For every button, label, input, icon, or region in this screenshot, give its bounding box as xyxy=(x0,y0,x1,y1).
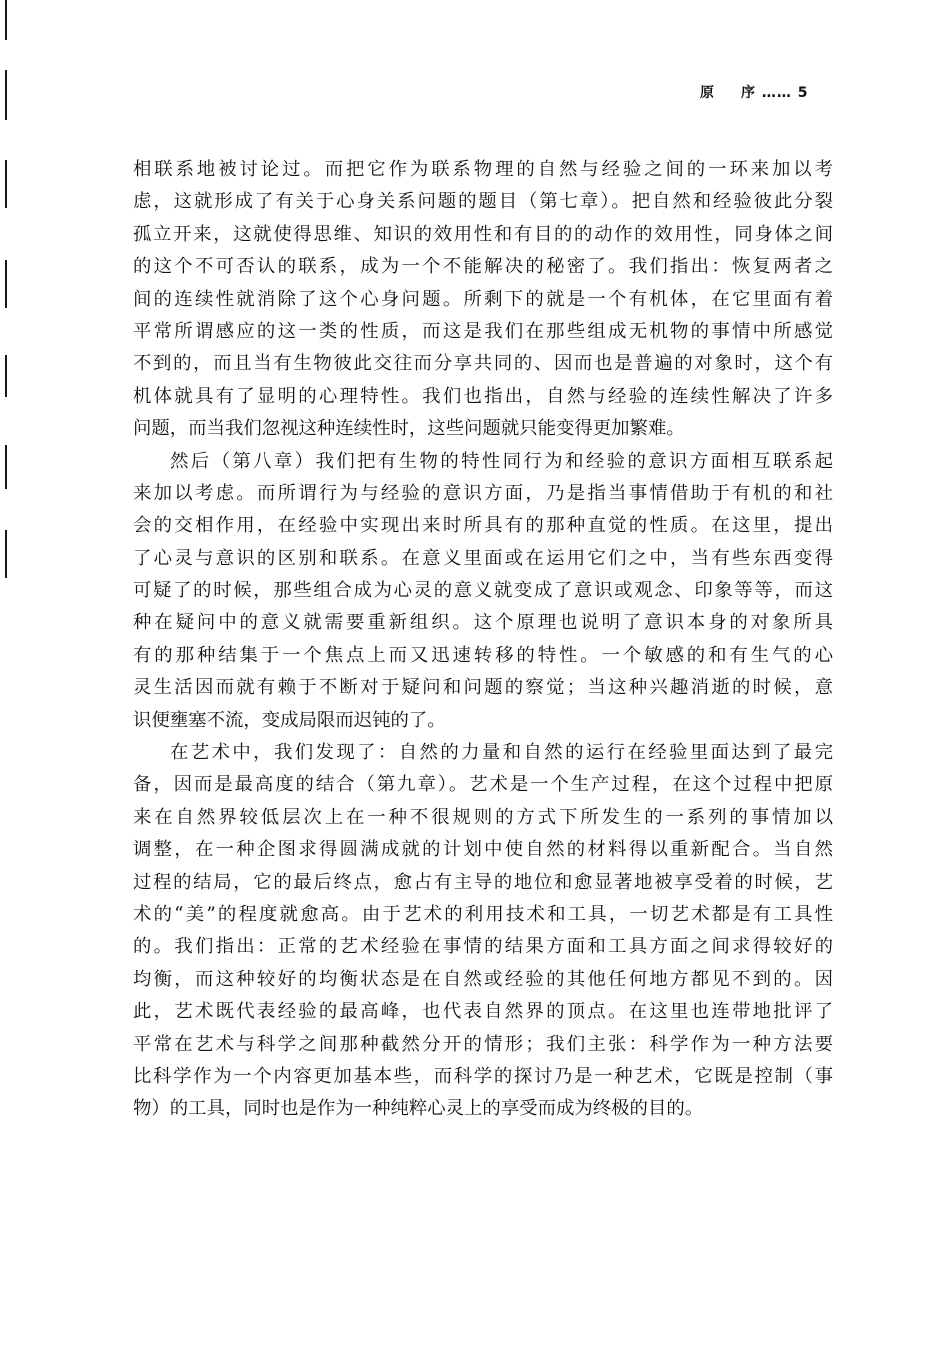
running-header xyxy=(700,82,850,102)
paragraph-line: 来在自然界较低层次上在一种不很规则的方式下所发生的一系列的事情加以 xyxy=(133,806,833,828)
paragraph-line: 均衡，而这种较好的均衡状态是在自然或经验的其他任何地方都见不到的。因 xyxy=(133,968,833,990)
paragraph-line: 术的“美”的程度就愈高。由于艺术的利用技术和工具，一切艺术都是有工具性 xyxy=(133,903,833,925)
paragraph-line: 可疑了的时候，那些组合成为心灵的意义就变成了意识或观念、印象等等，而这 xyxy=(133,580,833,602)
paragraph-line: 过程的结局，它的最后终点，愈占有主导的地位和愈显著地被享受着的时候，艺 xyxy=(133,871,833,893)
scan-edge-mark xyxy=(5,355,7,397)
paragraph-line: 问题，而当我们忽视这种连续性时，这些问题就只能变得更加繁难。 xyxy=(133,418,685,440)
scan-edge-mark xyxy=(5,0,7,40)
paragraph-line: 物）的工具，同时也是作为一种纯粹心灵上的享受而成为终极的目的。 xyxy=(133,1098,704,1120)
paragraph-line: 有的那种结集于一个焦点上而又迅速转移的特性。一个敏感的和有生气的心 xyxy=(133,644,833,666)
paragraph-line: 不到的，而且当有生物彼此交往而分享共同的、因而也是普遍的对象时，这个有 xyxy=(133,353,833,375)
paragraph-line: 调整，在一种企图求得圆满成就的计划中使自然的材料得以重新配合。当自然 xyxy=(133,839,833,861)
paragraph-line: 机体就具有了显明的心理特性。我们也指出，自然与经验的连续性解决了许多 xyxy=(133,385,833,407)
paragraph-line: 间的连续性就消除了这个心身问题。所剩下的就是一个有机体，在它里面有着 xyxy=(133,288,833,310)
paragraph-line: 会的交相作用，在经验中实现出来时所具有的那种直觉的性质。在这里，提出 xyxy=(133,515,833,537)
scan-edge-mark xyxy=(5,70,7,120)
paragraph-line: 来加以考虑。而所谓行为与经验的意识方面，乃是指当事情借助于有机的和社 xyxy=(133,482,833,504)
scan-edge-mark xyxy=(5,445,7,489)
paragraph-line: 种在疑问中的意义就需要重新组织。这个原理也说明了意识本身的对象所具 xyxy=(133,612,833,634)
header-title-left: 原 xyxy=(700,85,715,101)
paragraph-line: 然后（第八章）我们把有生物的特性同行为和经验的意识方面相互联系起 xyxy=(170,450,833,472)
page-number: 5 xyxy=(797,85,809,101)
paragraph-line: 识便壅塞不流，变成局限而迟钝的了。 xyxy=(133,709,446,731)
paragraph-line: 比科学作为一个内容更加基本些，而科学的探讨乃是一种艺术，它既是控制（事 xyxy=(133,1065,833,1087)
header-title-right: 序 xyxy=(741,85,756,101)
paragraph-line: 平常所谓感应的这一类的性质，而这是我们在那些组成无机物的事情中所感觉 xyxy=(133,320,833,342)
paragraph-line: 在艺术中，我们发现了：自然的力量和自然的运行在经验里面达到了最完 xyxy=(170,742,833,764)
paragraph-line: 备，因而是最高度的结合（第九章）。艺术是一个生产过程，在这个过程中把原 xyxy=(133,774,833,796)
paragraph-line: 平常在艺术与科学之间那种截然分开的情形；我们主张：科学作为一种方法要 xyxy=(133,1033,833,1055)
paragraph-line: 的这个不可否认的联系，成为一个不能解决的秘密了。我们指出：恢复两者之 xyxy=(133,256,833,278)
paragraph-line: 灵生活因而就有赖于不断对于疑问和问题的察觉；当这种兴趣消逝的时候，意 xyxy=(133,677,833,699)
paragraph-line: 此，艺术既代表经验的最高峰，也代表自然界的顶点。在这里也连带地批评了 xyxy=(133,1001,833,1023)
scan-edge-mark xyxy=(5,260,7,308)
paragraph-line: 的。我们指出：正常的艺术经验在事情的结果方面和工具方面之间求得较好的 xyxy=(133,936,833,958)
paragraph-line: 相联系地被讨论过。而把它作为联系物理的自然与经验之间的一环来加以考 xyxy=(133,159,833,180)
paragraph-line: 孤立开来，这就使得思维、知识的效用性和有目的的动作的效用性，同身体之间 xyxy=(133,223,833,245)
body-text xyxy=(133,154,833,1126)
scan-edge-mark xyxy=(5,530,7,578)
scan-edge-mark xyxy=(5,160,7,208)
header-dots: …… xyxy=(761,85,792,101)
paragraph-line: 虑，这就形成了有关于心身关系问题的题目（第七章）。把自然和经验彼此分裂 xyxy=(133,191,833,213)
paragraph-line: 了心灵与意识的区别和联系。在意义里面或在运用它们之中，当有些东西变得 xyxy=(133,547,833,569)
